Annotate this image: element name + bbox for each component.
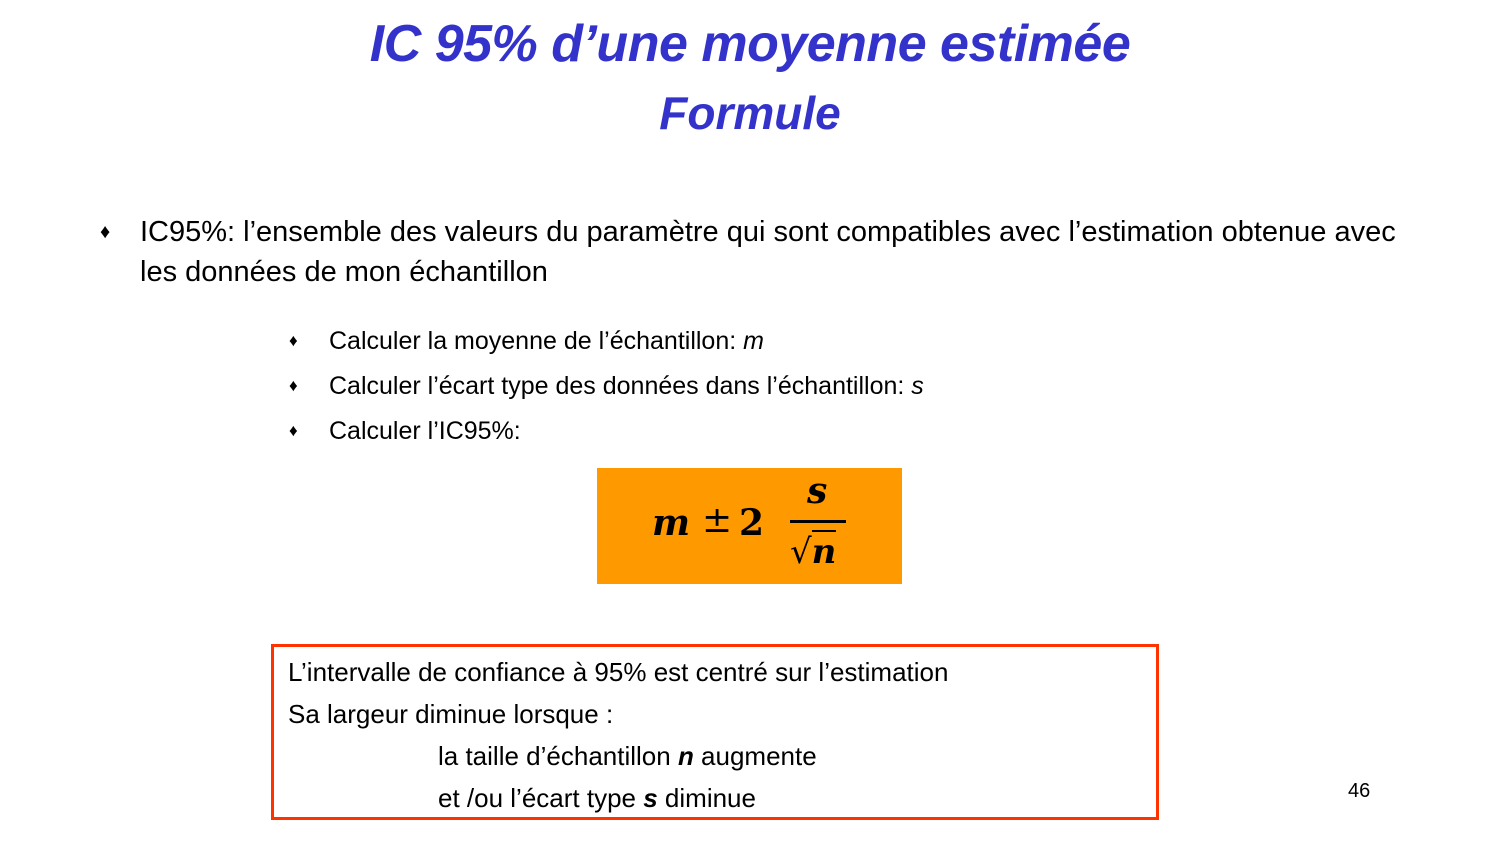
formula-factor: 2: [739, 502, 765, 544]
page-number: 46: [1348, 780, 1371, 802]
note-line-4: [438, 783, 756, 814]
slide-title: IC 95% d’une moyenne estimée: [369, 15, 1131, 73]
sqrt-icon: √: [790, 532, 812, 572]
main-bullet: [100, 212, 1400, 292]
steps-list: [289, 322, 924, 457]
step-text: Calculer l’IC95%:: [329, 417, 521, 445]
note-variable-n: n: [677, 741, 694, 771]
formula-box: [597, 468, 902, 584]
fraction-bar: [790, 520, 846, 523]
step-variable: s: [911, 372, 924, 400]
note-line-3: [438, 741, 817, 772]
formula-denominator: [790, 532, 836, 572]
formula-numerator: s: [807, 470, 828, 512]
formula-mean: m: [652, 502, 691, 544]
step-text: Calculer la moyenne de l’échantillon:: [329, 327, 744, 355]
step-item: [289, 412, 924, 457]
note-line-2: Sa largeur diminue lorsque :: [288, 699, 614, 729]
main-bullet-text: IC95%: l’ensemble des valeurs du paramètre qui sont compatibles avec l’estimation obtenue avec les données de mon échantillon: [140, 216, 1396, 288]
note-text: et /ou l’écart type: [438, 783, 644, 813]
diamond-bullet-icon: ♦: [289, 331, 298, 350]
step-variable: m: [743, 327, 764, 355]
step-item: [289, 367, 924, 412]
diamond-bullet-icon: ♦: [289, 421, 298, 440]
note-text: la taille d’échantillon: [438, 741, 678, 771]
ci-formula: [597, 468, 902, 584]
step-item: [289, 322, 924, 367]
note-text: diminue: [657, 783, 756, 813]
step-text: Calculer l’écart type des données dans l’échantillon:: [329, 372, 912, 400]
formula-plus-minus: ±: [702, 500, 733, 541]
note-line-1: L’intervalle de confiance à 95% est centré sur l’estimation: [288, 657, 949, 687]
note-text: augmente: [693, 741, 817, 771]
note-box: [271, 644, 1159, 820]
note-variable-s: s: [643, 783, 658, 813]
diamond-bullet-icon: ♦: [289, 376, 298, 395]
formula-n: n: [811, 532, 837, 572]
diamond-bullet-icon: ♦: [100, 221, 111, 243]
slide-subtitle: Formule: [659, 87, 841, 139]
